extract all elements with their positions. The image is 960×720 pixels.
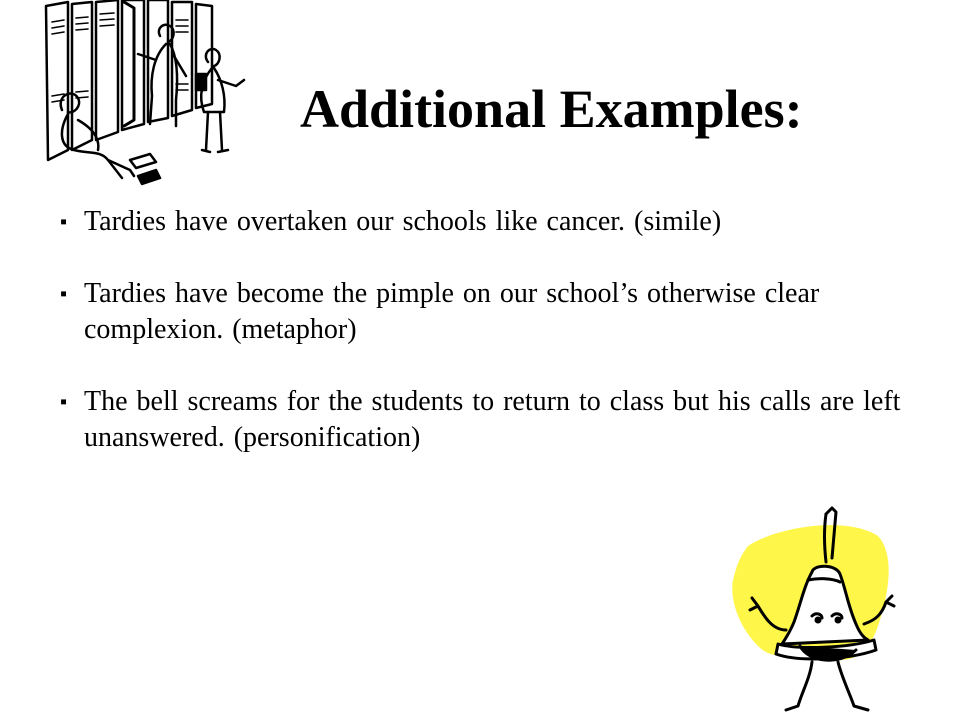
bullet-list bbox=[60, 204, 960, 492]
bullet-square-icon: ▪ bbox=[60, 283, 68, 305]
bullet-text: Tardies have become the pimple on our school’s otherwise clear complexion. (metaphor) bbox=[84, 278, 820, 345]
screaming-bell-illustration bbox=[728, 506, 898, 716]
lockers-students-illustration bbox=[38, 0, 250, 192]
bullet-square-icon: ▪ bbox=[60, 211, 68, 233]
bullet-text: Tardies have overtaken our schools like cancer. (simile) bbox=[84, 206, 722, 237]
bullet-item bbox=[60, 276, 960, 348]
bullet-text: The bell screams for the students to return to class but his calls are left unanswered. (personification) bbox=[84, 386, 901, 453]
slide-title: Additional Examples: bbox=[300, 79, 803, 139]
bullet-item bbox=[60, 384, 960, 456]
bullet-square-icon: ▪ bbox=[60, 391, 68, 413]
bullet-item bbox=[60, 204, 960, 240]
